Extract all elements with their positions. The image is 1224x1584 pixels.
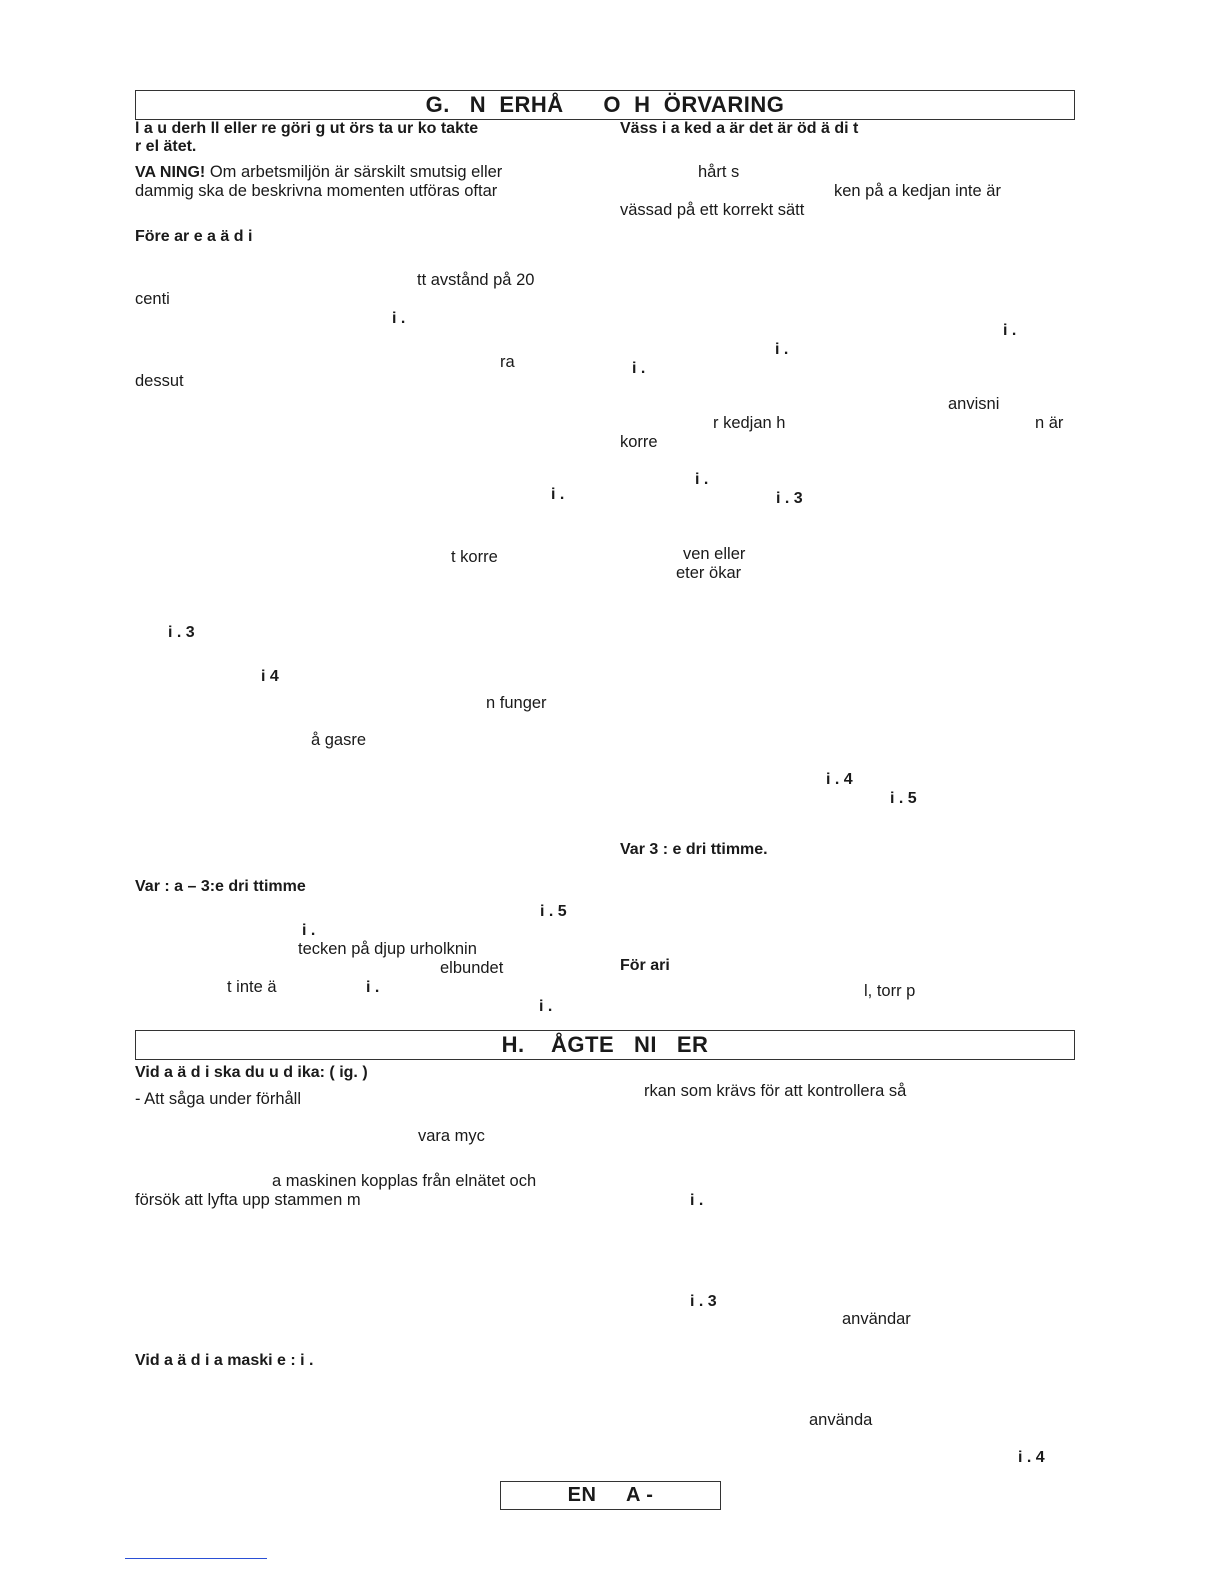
fragment-text: vara myc — [418, 1127, 485, 1145]
fragment-text: försök att lyfta upp stammen m — [135, 1191, 361, 1209]
intro-line-1: l a u derh ll eller re göri g ut örs ta ur ko takte — [135, 120, 479, 137]
figure-ref: i . — [632, 360, 646, 377]
figure-ref: i . 3 — [168, 624, 195, 641]
fragment-text: n funger — [486, 694, 547, 712]
fragment-text: rkan som krävs för att kontrollera så — [644, 1082, 907, 1100]
fragment-text: vässad på ett korrekt sätt — [620, 201, 805, 219]
figure-ref: i . — [695, 471, 709, 488]
figure-ref: i . 3 — [776, 490, 803, 507]
figure-ref: i . 4 — [826, 771, 853, 788]
fragment-text: n är — [1035, 414, 1064, 432]
figure-ref: i . — [366, 979, 380, 996]
section-h-title: H. ÅGTE NI ER — [135, 1030, 1075, 1060]
fragment-text: tecken på djup urholknin — [298, 940, 477, 958]
section-g-title: G. N ERHÅ O H ÖRVARING — [135, 90, 1075, 120]
intro-line-2: r el ätet. — [135, 138, 197, 155]
figure-ref: i . 5 — [890, 790, 917, 807]
footnote-divider — [125, 1558, 267, 1559]
fragment-text: l, torr p — [864, 982, 916, 1000]
fragment-text: använda — [809, 1411, 873, 1429]
figure-ref: i . — [690, 1192, 704, 1209]
figure-ref: i . — [302, 922, 316, 939]
heading-var3: Var 3 : e dri ttimme. — [620, 841, 768, 858]
warning-text: Om arbetsmiljön är särskilt smutsig eller — [209, 163, 503, 181]
fragment-text: eter ökar — [676, 564, 742, 582]
warning-text-2: dammig ska de beskrivna momenten utföras oftar — [135, 182, 498, 200]
fragment-text: t korre — [451, 548, 498, 566]
warning-label: VA NING! — [135, 164, 206, 181]
fragment-text: elbundet — [440, 959, 504, 977]
fragment-text: tt avstånd på 20 — [417, 271, 535, 289]
heading-vid: Vid a ä d i ska du u d ika: ( ig. ) — [135, 1064, 368, 1081]
figure-ref: i . — [1003, 322, 1017, 339]
fragment-text: ra — [500, 353, 515, 371]
warning-line — [135, 163, 502, 182]
figure-ref: i . 5 — [540, 903, 567, 920]
fragment-text: t inte ä — [227, 978, 277, 996]
fragment-text: dessut — [135, 372, 184, 390]
figure-ref: i . — [392, 310, 406, 327]
fragment-text: centi — [135, 290, 170, 308]
fragment-text: å gasre — [311, 731, 367, 749]
heading-fore: Före ar e a ä d i — [135, 228, 253, 245]
heading-vid-2: Vid a ä d i a maski e : i . — [135, 1352, 314, 1369]
fragment-text: hårt s — [698, 163, 740, 181]
figure-ref: i . — [551, 486, 565, 503]
fragment-text: r kedjan h — [713, 414, 786, 432]
figure-ref: i . — [539, 998, 553, 1015]
figure-ref: i . 4 — [1018, 1449, 1045, 1466]
page-footer-label: EN A - — [500, 1481, 721, 1510]
heading-var: Var : a – 3:e dri ttimme — [135, 878, 306, 895]
figure-ref: i 4 — [261, 668, 279, 685]
fragment-text: korre — [620, 433, 658, 451]
fragment-text: ken på a kedjan inte är — [834, 182, 1001, 200]
fragment-text: anvisni — [948, 395, 1000, 413]
heading-vass: Väss i a ked a är det är öd ä di t — [620, 120, 859, 137]
fragment-text: a maskinen kopplas från elnätet och — [272, 1172, 537, 1190]
figure-ref: i . — [775, 341, 789, 358]
fragment-text: - Att såga under förhåll — [135, 1090, 302, 1108]
fragment-text: ven eller — [683, 545, 746, 563]
fragment-text: användar — [842, 1310, 911, 1328]
figure-ref: i . 3 — [690, 1293, 717, 1310]
heading-forvaring: För ari — [620, 957, 670, 974]
